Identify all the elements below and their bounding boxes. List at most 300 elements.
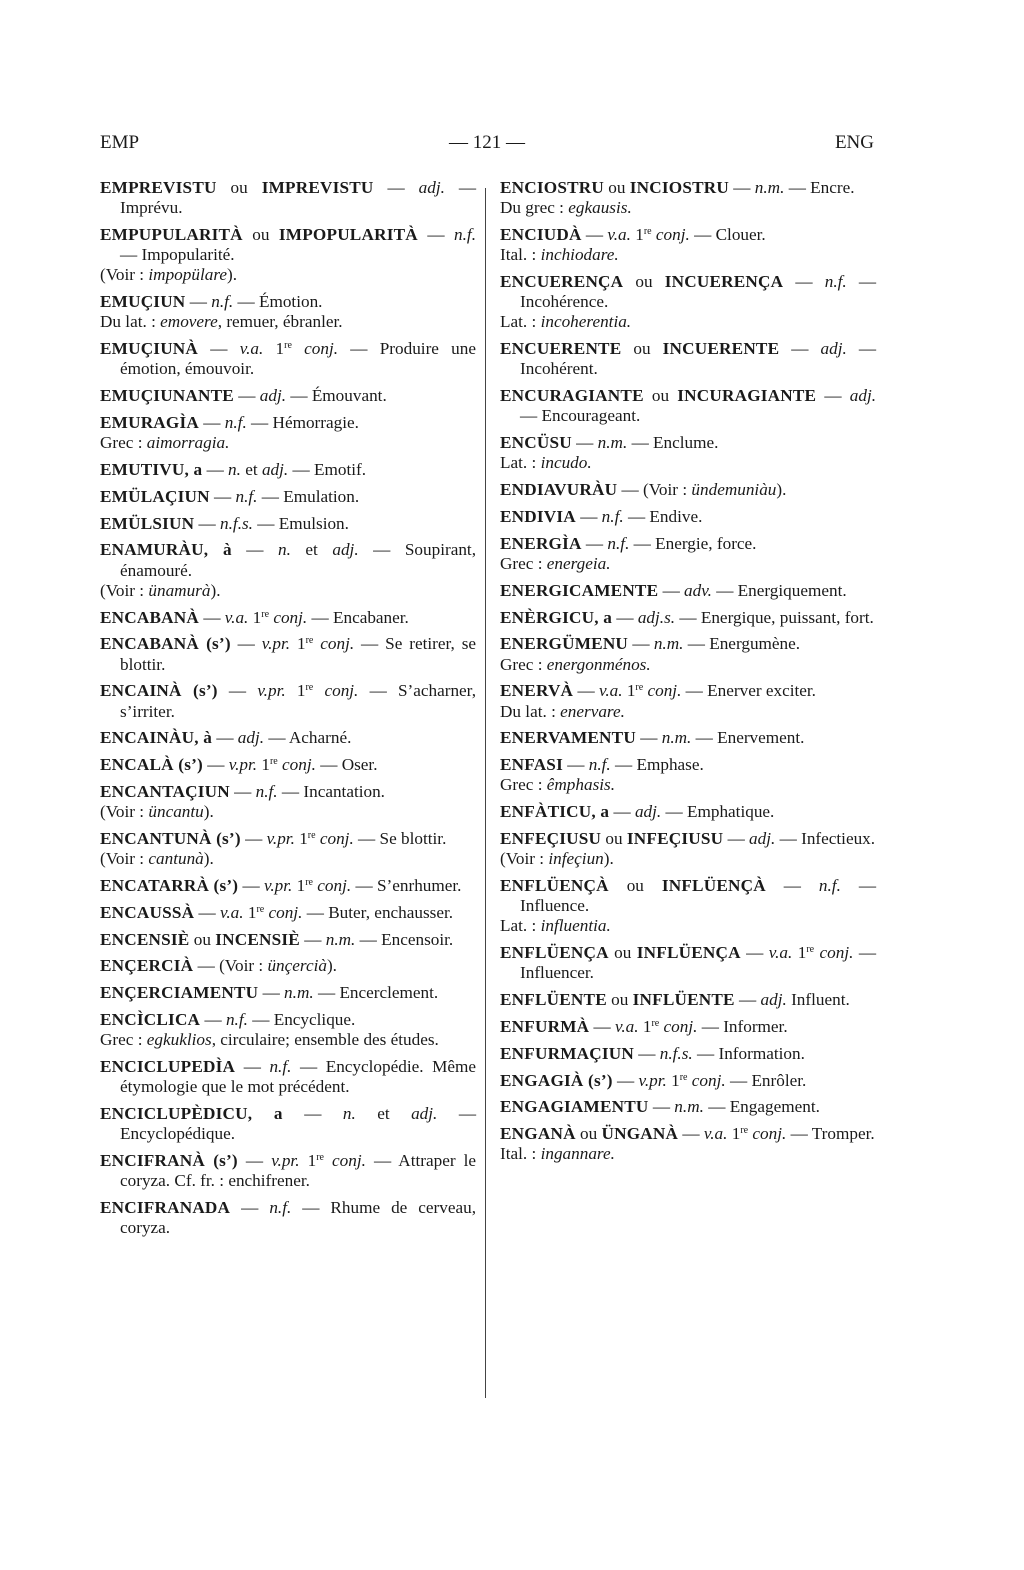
entry-text: — Émouvant. bbox=[286, 386, 387, 406]
entry-text: — Enerver exciter. bbox=[681, 681, 816, 701]
entry-text: — Produire une émotion, émouvoir. bbox=[120, 339, 476, 379]
grammar-or-etymon: v.pr. bbox=[228, 755, 258, 775]
entry-text: 1 bbox=[727, 1124, 741, 1144]
entry-text: — Se blottir. bbox=[353, 828, 447, 848]
grammar-or-etymon: enervare. bbox=[560, 701, 625, 721]
grammar-or-etymon: conj. bbox=[319, 828, 354, 848]
entry-text: — bbox=[589, 1016, 616, 1036]
entry-text: Ital. : bbox=[500, 245, 541, 265]
grammar-or-etymon: n.m. bbox=[653, 634, 684, 654]
entry-text: — bbox=[723, 828, 750, 848]
entry-etymology bbox=[500, 1144, 876, 1164]
entry-definition bbox=[100, 540, 476, 580]
entry-etymology bbox=[500, 849, 876, 869]
entry-definition bbox=[100, 339, 476, 379]
grammar-or-etymon: ingannare. bbox=[540, 1144, 615, 1164]
entry-definition bbox=[100, 1197, 476, 1238]
entry-definition bbox=[500, 386, 877, 426]
ordinal-superscript: re bbox=[740, 1125, 749, 1137]
entry-text: — Energiquement. bbox=[711, 580, 847, 600]
grammar-or-etymon: adj. bbox=[237, 728, 265, 748]
grammar-or-etymon: n.f. bbox=[601, 507, 624, 526]
headword: EMUÇIUNANTE bbox=[100, 386, 234, 406]
headword: INFLÜENÇA bbox=[636, 943, 741, 963]
grammar-or-etymon: conj. bbox=[324, 681, 359, 701]
grammar-or-etymon: conj. bbox=[752, 1124, 787, 1144]
headword: ENCABANÀ (s’) bbox=[100, 634, 231, 654]
entry-text: — Infectieux. bbox=[775, 828, 876, 848]
headword: ENÇERCIAMENTU bbox=[100, 983, 259, 1003]
entry-etymology bbox=[500, 453, 876, 473]
entry-text: — bbox=[235, 1056, 270, 1076]
dictionary-entry bbox=[100, 460, 476, 480]
entry-text: et bbox=[355, 1103, 412, 1123]
headword: ENDIAVURÀU bbox=[500, 480, 618, 500]
entry-text bbox=[324, 1151, 332, 1170]
entry-definition bbox=[500, 480, 876, 500]
entry-definition bbox=[100, 634, 477, 674]
headword: ENFLÜENÇÀ bbox=[500, 875, 609, 895]
dictionary-entry bbox=[500, 1124, 876, 1164]
grammar-or-etymon: incudo. bbox=[540, 453, 592, 473]
dictionary-entry bbox=[100, 1057, 476, 1097]
dictionary-entry bbox=[100, 1104, 476, 1144]
grammar-or-etymon: v.a. bbox=[607, 225, 631, 244]
entry-text: — bbox=[185, 292, 212, 312]
headword: ENCABANÀ bbox=[100, 607, 200, 627]
dictionary-entry bbox=[500, 943, 876, 983]
entry-text: — bbox=[779, 339, 821, 359]
entry-definition bbox=[500, 681, 876, 701]
headword: EMUÇIUNÀ bbox=[100, 339, 199, 359]
entry-text: — bbox=[635, 728, 662, 748]
entry-text: ). bbox=[227, 265, 238, 285]
entry-text: — bbox=[231, 540, 279, 560]
entry-etymology bbox=[500, 198, 876, 218]
entry-text: — bbox=[562, 755, 589, 775]
dictionary-entry bbox=[100, 225, 476, 286]
grammar-or-etymon: adj. bbox=[760, 990, 787, 1010]
dictionary-entry bbox=[100, 681, 476, 721]
grammar-or-etymon: v.a. bbox=[224, 607, 249, 627]
entry-text bbox=[313, 681, 324, 700]
entry-definition bbox=[500, 802, 876, 822]
entry-text: — bbox=[199, 413, 225, 432]
grammar-or-etymon: conj. bbox=[268, 902, 303, 922]
entry-text: ou bbox=[216, 178, 262, 197]
dictionary-entry bbox=[100, 903, 476, 923]
entry-text: ou bbox=[643, 386, 678, 406]
dictionary-entry bbox=[100, 782, 476, 822]
ordinal-superscript: re bbox=[261, 608, 270, 620]
entry-text: — Encyclopédique. bbox=[120, 1103, 476, 1144]
entry-etymology bbox=[100, 1030, 476, 1050]
entry-text: — bbox=[199, 607, 225, 627]
entry-definition bbox=[100, 413, 476, 433]
grammar-or-etymon: conj. bbox=[317, 875, 352, 895]
entry-etymology bbox=[100, 265, 476, 285]
dictionary-entry bbox=[500, 178, 876, 218]
entry-definition bbox=[100, 1150, 477, 1191]
grammar-or-etymon: ünamurà bbox=[148, 580, 211, 600]
entry-text: — Engagement. bbox=[703, 1097, 820, 1117]
grammar-or-etymon: n.m. bbox=[754, 178, 785, 197]
headword: ENCENSIÈ bbox=[100, 929, 190, 949]
entry-text: — Enrôler. bbox=[725, 1070, 807, 1090]
grammar-or-etymon: v.pr. bbox=[261, 634, 291, 654]
headword: ENCICLUPÈDICU, a bbox=[100, 1103, 283, 1123]
entry-definition bbox=[100, 1103, 476, 1144]
ordinal-superscript: re bbox=[806, 944, 815, 956]
header-guide-word-right: ENG bbox=[834, 132, 874, 153]
entry-text: — Encyclique. bbox=[247, 1009, 356, 1029]
entry-text: — (Voir : bbox=[193, 956, 268, 976]
headword: ENGANÀ bbox=[500, 1124, 576, 1144]
grammar-or-etymon: n.f. bbox=[225, 1009, 248, 1029]
entry-text: 1 bbox=[290, 634, 306, 654]
entry-definition bbox=[100, 728, 476, 748]
ordinal-superscript: re bbox=[635, 682, 644, 694]
entry-text: 1 bbox=[243, 902, 257, 922]
entry-text: ou bbox=[242, 225, 279, 244]
entry-definition bbox=[500, 875, 877, 916]
entry-text: — bbox=[194, 902, 221, 922]
headword: ENERGÌA bbox=[500, 533, 582, 553]
dictionary-entry bbox=[500, 1017, 876, 1037]
grammar-or-etymon: conj. bbox=[655, 225, 690, 244]
entry-text: Influent. bbox=[786, 990, 850, 1010]
dictionary-entry bbox=[500, 829, 876, 869]
grammar-or-etymon: n.m. bbox=[325, 929, 356, 949]
entry-text: — bbox=[198, 339, 240, 359]
grammar-or-etymon: n.f. bbox=[224, 413, 247, 432]
grammar-or-etymon: adj. bbox=[418, 178, 445, 197]
entry-text: — bbox=[258, 983, 285, 1003]
grammar-or-etymon: adj. bbox=[411, 1103, 438, 1123]
headword: ENCIFRANADA bbox=[100, 1197, 231, 1217]
grammar-or-etymon: adj. bbox=[749, 828, 776, 848]
entry-text: — bbox=[783, 272, 825, 291]
ordinal-superscript: re bbox=[256, 903, 265, 915]
entry-etymology bbox=[100, 580, 476, 601]
dictionary-entry bbox=[500, 386, 876, 426]
dictionary-entry bbox=[500, 339, 876, 379]
entry-text: ). bbox=[210, 580, 221, 600]
grammar-or-etymon: conj. bbox=[282, 755, 316, 775]
entry-text: Grec : bbox=[500, 554, 547, 573]
entry-etymology bbox=[100, 433, 476, 453]
entry-etymology bbox=[100, 849, 476, 869]
entry-text: 1 bbox=[257, 755, 270, 775]
entry-definition bbox=[500, 1070, 876, 1091]
entry-definition bbox=[500, 755, 876, 775]
ordinal-superscript: re bbox=[643, 226, 652, 237]
grammar-or-etymon: v.pr. bbox=[638, 1070, 667, 1090]
grammar-or-etymon: n.f. bbox=[235, 486, 258, 506]
entry-definition bbox=[100, 929, 476, 950]
grammar-or-etymon: adv. bbox=[684, 580, 712, 600]
entry-text: — Influencer. bbox=[520, 943, 877, 983]
entry-definition bbox=[500, 828, 876, 849]
entry-text: — bbox=[233, 386, 260, 406]
entry-definition bbox=[500, 272, 877, 312]
entry-etymology bbox=[500, 245, 876, 265]
headword: EMPUPULARITÀ bbox=[100, 225, 243, 244]
entry-text: — Emphase. bbox=[610, 755, 704, 775]
headword: ENÈRGICU, a bbox=[500, 607, 613, 627]
headword: INCUERENTE bbox=[662, 339, 780, 359]
entry-text: — Enervement. bbox=[691, 728, 805, 748]
entry-text: 1 bbox=[792, 943, 807, 963]
headword: INFLÜENÇÀ bbox=[661, 875, 766, 895]
headword: ENCURAGIANTE bbox=[500, 386, 644, 406]
headword: EMUTIVU, a bbox=[100, 460, 203, 479]
entry-text: — bbox=[571, 433, 598, 453]
dictionary-entry bbox=[500, 534, 876, 574]
dictionary-entry bbox=[500, 507, 876, 527]
headword: ENERVAMENTU bbox=[500, 728, 636, 748]
entry-definition bbox=[500, 225, 876, 245]
grammar-or-etymon: n.f. bbox=[607, 533, 630, 553]
grammar-or-etymon: n.m. bbox=[597, 433, 628, 453]
headword: ENCICLUPEDÌA bbox=[100, 1056, 236, 1076]
entry-text: — bbox=[417, 225, 455, 244]
entry-text: ou bbox=[608, 875, 662, 895]
grammar-or-etymon: v.a. bbox=[703, 1124, 728, 1144]
entry-text: ). bbox=[326, 956, 337, 976]
headword: ENCÌCLICA bbox=[100, 1009, 201, 1029]
dictionary-entry bbox=[500, 634, 876, 674]
entry-definition bbox=[500, 634, 876, 654]
entry-text: — bbox=[212, 728, 238, 748]
entry-text: — (Voir : bbox=[617, 480, 692, 500]
entry-text: ou bbox=[621, 339, 663, 359]
dictionary-entry bbox=[500, 728, 876, 748]
entry-definition bbox=[100, 386, 476, 406]
entry-text: — Energique, puissant, fort. bbox=[675, 607, 874, 627]
grammar-or-etymon: incoherentia. bbox=[540, 312, 632, 332]
entry-etymology bbox=[500, 775, 876, 795]
headword: ENFLÜENTE bbox=[500, 990, 607, 1010]
grammar-or-etymon: v.pr. bbox=[266, 828, 295, 848]
dictionary-entry bbox=[100, 339, 476, 379]
dictionary-entry bbox=[500, 802, 876, 822]
dictionary-entry bbox=[100, 514, 476, 534]
entry-text: Grec : bbox=[500, 654, 547, 674]
dictionary-entry bbox=[100, 755, 476, 775]
entry-text: ou bbox=[575, 1124, 602, 1144]
grammar-or-etymon: üncantu bbox=[148, 802, 204, 822]
headword: ENCUERENÇA bbox=[500, 272, 624, 291]
headword: INCURAGIANTE bbox=[677, 386, 817, 406]
ordinal-superscript: re bbox=[269, 756, 278, 768]
entry-text: — Emulation. bbox=[257, 486, 360, 506]
dictionary-entry bbox=[500, 1071, 876, 1091]
headword: INCIOSTRU bbox=[629, 178, 729, 197]
entry-definition bbox=[100, 486, 476, 507]
entry-text: 1 bbox=[292, 875, 306, 895]
entry-text: ). bbox=[203, 849, 214, 869]
entry-text: ou bbox=[601, 828, 627, 848]
headword: EMURAGÌA bbox=[100, 413, 199, 432]
headword: ENERVÀ bbox=[500, 681, 574, 701]
entry-text: — Buter, enchausser. bbox=[302, 902, 454, 922]
entry-text: ou bbox=[606, 990, 633, 1010]
entry-text: — bbox=[816, 386, 850, 406]
dictionary-entry bbox=[500, 608, 876, 628]
headword: ENCIUDÀ bbox=[500, 225, 582, 244]
entry-text: — bbox=[299, 929, 326, 949]
dictionary-entry bbox=[100, 1010, 476, 1050]
dictionary-entry bbox=[500, 755, 876, 795]
entry-text: — Tromper. bbox=[786, 1124, 875, 1144]
entry-text: 1 bbox=[285, 681, 306, 701]
dictionary-entry bbox=[100, 540, 476, 601]
entry-text: — bbox=[230, 634, 262, 654]
entry-definition bbox=[500, 1097, 876, 1117]
grammar-or-etymon: n. bbox=[228, 460, 241, 479]
headword: ENCUERENTE bbox=[500, 339, 622, 359]
entry-definition bbox=[500, 533, 876, 554]
entry-text: — Information. bbox=[692, 1043, 805, 1063]
entry-text: — Soupirant, énamouré. bbox=[120, 540, 476, 580]
entry-text: 1 bbox=[630, 225, 644, 244]
headword: ENCALÀ (s’) bbox=[100, 755, 203, 775]
entry-text: — bbox=[238, 875, 264, 895]
page-number: — 121 — bbox=[449, 132, 525, 153]
entry-text: — bbox=[612, 607, 638, 627]
dictionary-entry bbox=[100, 829, 476, 869]
entry-text: Du lat. : bbox=[100, 312, 161, 332]
entry-definition bbox=[100, 607, 476, 628]
entry-text: — bbox=[612, 1070, 639, 1090]
entry-text: — S’acharner, s’irriter. bbox=[120, 681, 477, 721]
entry-text: — bbox=[575, 507, 602, 526]
entry-text: (Voir : bbox=[100, 580, 149, 600]
entry-text: — S’enrhumer. bbox=[351, 875, 462, 895]
entry-text: — bbox=[209, 486, 236, 506]
headword: ENGAGIÀ (s’) bbox=[500, 1070, 613, 1090]
entry-definition bbox=[500, 1124, 876, 1144]
dictionary-entry bbox=[500, 990, 876, 1010]
headword: ENCIFRANÀ (s’) bbox=[100, 1150, 238, 1170]
dictionary-column-right bbox=[500, 178, 876, 1171]
grammar-or-etymon: conj. bbox=[304, 339, 339, 359]
entry-text: — bbox=[740, 943, 769, 963]
grammar-or-etymon: v.a. bbox=[598, 681, 623, 701]
entry-text: ou bbox=[623, 272, 665, 291]
headword: ENERGÜMENU bbox=[500, 634, 629, 654]
entry-text: — Incohérence. bbox=[520, 272, 877, 312]
entry-text: , remuer, ébranler. bbox=[217, 312, 343, 332]
headword: ENFURMÀ bbox=[500, 1016, 590, 1036]
grammar-or-etymon: v.a. bbox=[239, 339, 264, 359]
entry-definition bbox=[100, 1009, 476, 1030]
grammar-or-etymon: adj. bbox=[259, 386, 287, 406]
entry-text: ). bbox=[603, 849, 614, 869]
running-header bbox=[100, 132, 874, 156]
entry-text: 1 bbox=[294, 828, 308, 848]
entry-definition bbox=[500, 178, 876, 198]
headword: INFLÜENTE bbox=[632, 990, 735, 1010]
headword: EMUÇIUN bbox=[100, 292, 186, 312]
entry-text: Lat. : bbox=[500, 312, 541, 332]
entry-etymology bbox=[500, 654, 876, 675]
grammar-or-etymon: aimorragia. bbox=[146, 433, 230, 453]
entry-text: — Encerclement. bbox=[313, 983, 439, 1003]
headword: ENFURMAÇIUN bbox=[500, 1043, 634, 1063]
ordinal-superscript: re bbox=[305, 682, 314, 694]
entry-text: — bbox=[609, 802, 635, 822]
dictionary-entry bbox=[500, 876, 876, 937]
entry-text: — Hémorragie. bbox=[246, 413, 359, 432]
entry-text: Lat. : bbox=[500, 453, 541, 473]
entry-definition bbox=[100, 875, 476, 896]
headword: ENCAINÀU, à bbox=[100, 728, 213, 748]
dictionary-entry bbox=[100, 930, 476, 950]
headword: ENAMURÀU, à bbox=[100, 540, 232, 560]
dictionary-entry bbox=[100, 634, 476, 674]
entry-etymology bbox=[100, 802, 476, 822]
dictionary-entry bbox=[100, 1198, 476, 1238]
grammar-or-etymon: infeçiun bbox=[548, 849, 604, 869]
dictionary-entry bbox=[100, 292, 476, 332]
entry-text: — Clouer. bbox=[689, 225, 766, 244]
headword: ENCAINÀ (s’) bbox=[100, 681, 218, 701]
entry-text: — bbox=[628, 634, 654, 654]
entry-text: Grec : bbox=[500, 775, 547, 795]
entry-text: — Emulsion. bbox=[252, 513, 349, 533]
entry-text: 1 bbox=[248, 607, 262, 627]
entry-text: — Emphatique. bbox=[661, 802, 775, 822]
entry-text: — bbox=[240, 828, 267, 848]
grammar-or-etymon: conj. bbox=[320, 634, 355, 654]
entry-text: — Informer. bbox=[697, 1016, 788, 1036]
entry-text: — Energie, force. bbox=[629, 533, 757, 553]
grammar-or-etymon: conj. bbox=[273, 607, 308, 627]
entry-text: — Encre. bbox=[784, 178, 855, 197]
grammar-or-etymon: n.m. bbox=[674, 1097, 704, 1117]
entry-text: — Emotif. bbox=[288, 460, 367, 479]
dictionary-entry bbox=[500, 480, 876, 500]
entry-etymology bbox=[500, 701, 876, 722]
entry-definition bbox=[100, 983, 476, 1003]
headword: ENCANTAÇIUN bbox=[100, 781, 230, 801]
headword: ENCATARRÀ (s’) bbox=[100, 875, 239, 895]
entry-text: — bbox=[229, 781, 256, 801]
entry-text: — bbox=[282, 1103, 343, 1123]
headword: ENDIVIA bbox=[500, 507, 576, 526]
headword: ENCIOSTRU bbox=[500, 178, 604, 197]
grammar-or-etymon: n.f. bbox=[454, 225, 476, 244]
entry-text: — Oser. bbox=[315, 755, 378, 775]
grammar-or-etymon: n.f.s. bbox=[220, 513, 253, 533]
entry-definition bbox=[100, 292, 476, 312]
grammar-or-etymon: n.f. bbox=[211, 292, 234, 312]
dictionary-entry bbox=[100, 983, 476, 1003]
entry-text: 1 bbox=[638, 1016, 652, 1036]
grammar-or-etymon: conj. bbox=[819, 943, 854, 963]
grammar-or-etymon: v.pr. bbox=[257, 681, 286, 701]
entry-text: — bbox=[729, 178, 755, 197]
headword: ENCAUSSÀ bbox=[100, 902, 195, 922]
grammar-or-etymon: ünçercià bbox=[267, 956, 327, 976]
entry-definition bbox=[100, 513, 476, 534]
entry-definition bbox=[500, 1043, 876, 1064]
entry-text: — bbox=[202, 755, 229, 775]
headword: ENFÀTICU, a bbox=[500, 802, 610, 822]
entry-text: — bbox=[237, 1150, 272, 1170]
